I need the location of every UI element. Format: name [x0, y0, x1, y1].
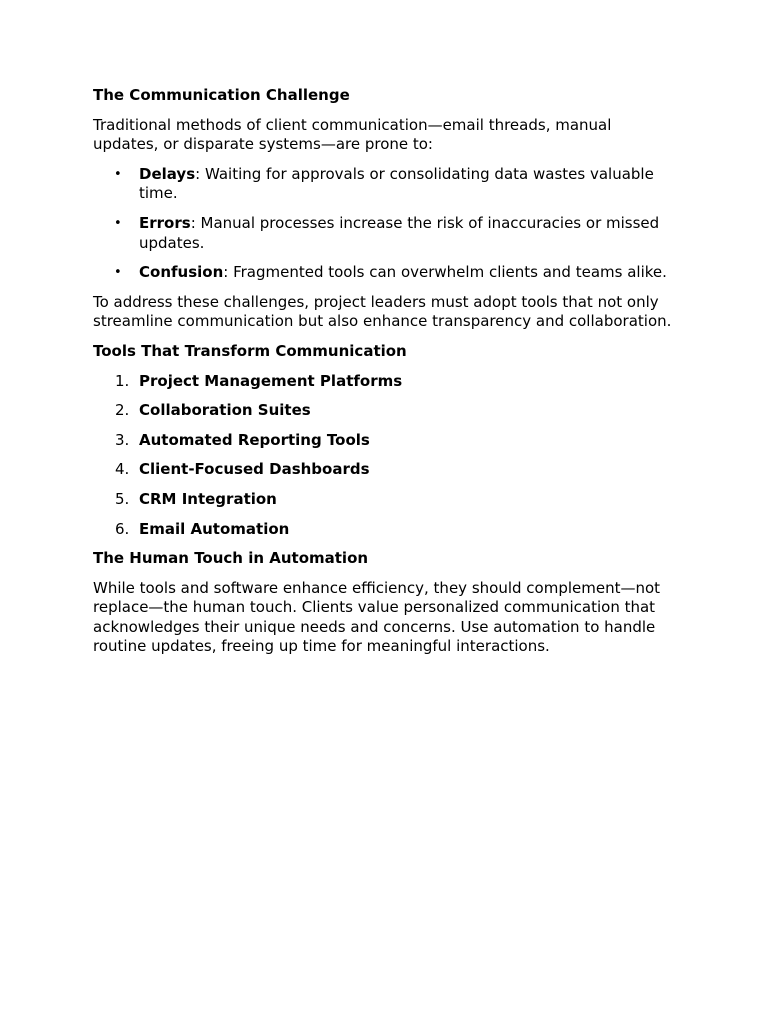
- list-item: [93, 214, 672, 253]
- intro-paragraph: Traditional methods of client communication—email threads, manual updates, or disparate systems—are prone to:: [93, 115, 612, 154]
- list-item-label: Email Automation: [139, 519, 290, 538]
- closing-paragraph: To address these challenges, project leaders must adopt tools that not only streamline communication but also enhance transparency and collaboration.: [93, 292, 672, 331]
- list-item: [93, 460, 672, 480]
- list-item-label: Collaboration Suites: [139, 401, 311, 420]
- section-heading-communication-challenge: The Communication Challenge: [93, 86, 350, 104]
- list-number: 2.: [115, 401, 130, 420]
- bullet-term: Confusion: [139, 263, 224, 282]
- bullet-text: : Manual processes increase the risk of inaccuracies or missed updates.: [139, 213, 660, 252]
- section-heading-tools: Tools That Transform Communication: [93, 341, 407, 360]
- list-item-label: CRM Integration: [139, 489, 277, 508]
- list-item: [93, 520, 672, 540]
- list-item: [93, 263, 672, 283]
- list-number: 5.: [115, 489, 130, 508]
- bullet-term: Errors: [139, 213, 191, 232]
- bullet-text: : Fragmented tools can overwhelm clients and teams alike.: [223, 263, 667, 282]
- list-item-label: Project Management Platforms: [139, 371, 403, 390]
- list-item: [93, 165, 672, 204]
- list-number: 4.: [115, 460, 130, 479]
- list-item-label: Client-Focused Dashboards: [139, 460, 370, 479]
- tools-numbered-list: [93, 372, 672, 540]
- list-item: [93, 401, 672, 421]
- list-number: 1.: [115, 371, 130, 390]
- bullet-term: Delays: [139, 164, 196, 183]
- list-item-label: Automated Reporting Tools: [139, 430, 370, 449]
- list-item: [93, 490, 672, 510]
- list-number: 6.: [115, 519, 130, 538]
- list-item: [93, 431, 672, 451]
- bullet-icon: •: [114, 265, 122, 281]
- human-touch-paragraph: While tools and software enhance efficiency, they should complement—not replace—the human touch. Clients value personalized communication that acknowledges their unique needs and concerns. Use automation to handle routine updates, freeing up time for meaningful interactions.: [93, 578, 661, 656]
- bullet-text: : Waiting for approvals or consolidating data wastes valuable time.: [139, 164, 654, 203]
- challenges-bullet-list: [93, 165, 672, 283]
- bullet-icon: •: [114, 215, 122, 231]
- list-item: [93, 372, 672, 392]
- list-number: 3.: [115, 430, 130, 449]
- section-heading-human-touch: The Human Touch in Automation: [93, 549, 369, 568]
- bullet-icon: •: [114, 166, 122, 182]
